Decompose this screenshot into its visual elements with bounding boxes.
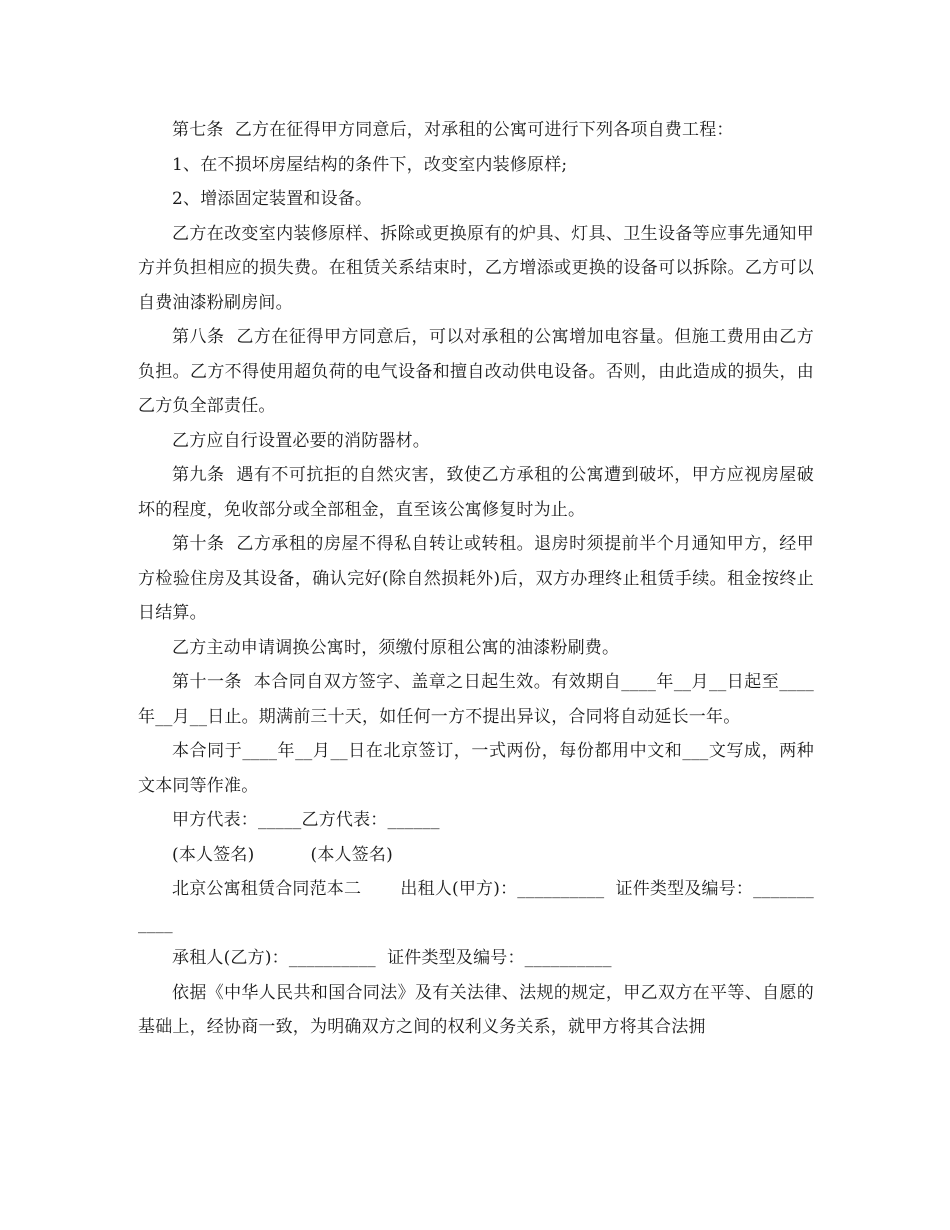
article-7-item-2: 2、增添固定装置和设备。: [172, 189, 373, 209]
article-9: 第九条 遇有不可抗拒的自然灾害，致使乙方承租的公寓遭到破坏，甲方应视房屋破坏的程度，免收部分或全部租金，直至该公寓修复时为止。: [138, 465, 814, 520]
signing-clause: 本合同于____年__月__日在北京签订，一式两份，每份都用中文和___文写成，两种文本同等作准。: [138, 741, 814, 796]
representatives-line: 甲方代表：_____乙方代表：______: [172, 810, 440, 830]
article-8-fire-equipment: 乙方应自行设置必要的消防器材。: [172, 430, 430, 451]
legal-basis-paragraph: 依据《中华人民共和国合同法》及有关法律、法规的规定，甲乙双方在平等、自愿的基础上，经协商一致，为明确双方之间的权利义务关系，就甲方将其合法拥: [138, 982, 814, 1037]
document-body: [138, 113, 814, 1045]
article-11: 第十一条 本合同自双方签字、盖章之日起生效。有效期自____年__月__日起至____年__月__日止。期满前三十天，如任何一方不提出异议，合同将自动延长一年。: [138, 672, 814, 727]
article-10-apartment-exchange: 乙方主动申请调换公寓时，须缴付原租公寓的油漆粉刷费。: [172, 637, 620, 658]
article-7-heading: 第七条 乙方在征得甲方同意后，对承租的公寓可进行下列各项自费工程：: [172, 120, 734, 140]
article-8: 第八条 乙方在征得甲方同意后，可以对承租的公寓增加电容量。但施工费用由乙方负担。乙方不得使用超负荷的电气设备和擅自改动供电设备。否则，由此造成的损失，由乙方负全部责任。: [138, 327, 814, 416]
signature-line: (本人签名) (本人签名): [172, 844, 393, 865]
article-7-detail: 乙方在改变室内装修原样、拆除或更换原有的炉具、灯具、卫生设备等应事先通知甲方并负担相应的损失费。在租赁关系结束时，乙方增添或更换的设备可以拆除。乙方可以自费油漆粉刷房间。: [138, 223, 814, 313]
article-7-item-1: 1、在不损坏房屋结构的条件下，改变室内装修原样;: [172, 154, 568, 175]
contract-template-2-lessor: 北京公寓租赁合同范本二 出租人(甲方)：__________ 证件类型及编号：___________: [138, 879, 814, 934]
article-10: 第十条 乙方承租的房屋不得私自转让或转租。退房时须提前半个月通知甲方，经甲方检验住房及其设备，确认完好(除自然损耗外)后，双方办理终止租赁手续。租金按终止日结算。: [138, 534, 814, 623]
lessee-line: 承租人(乙方)：__________ 证件类型及编号：__________: [172, 948, 612, 968]
